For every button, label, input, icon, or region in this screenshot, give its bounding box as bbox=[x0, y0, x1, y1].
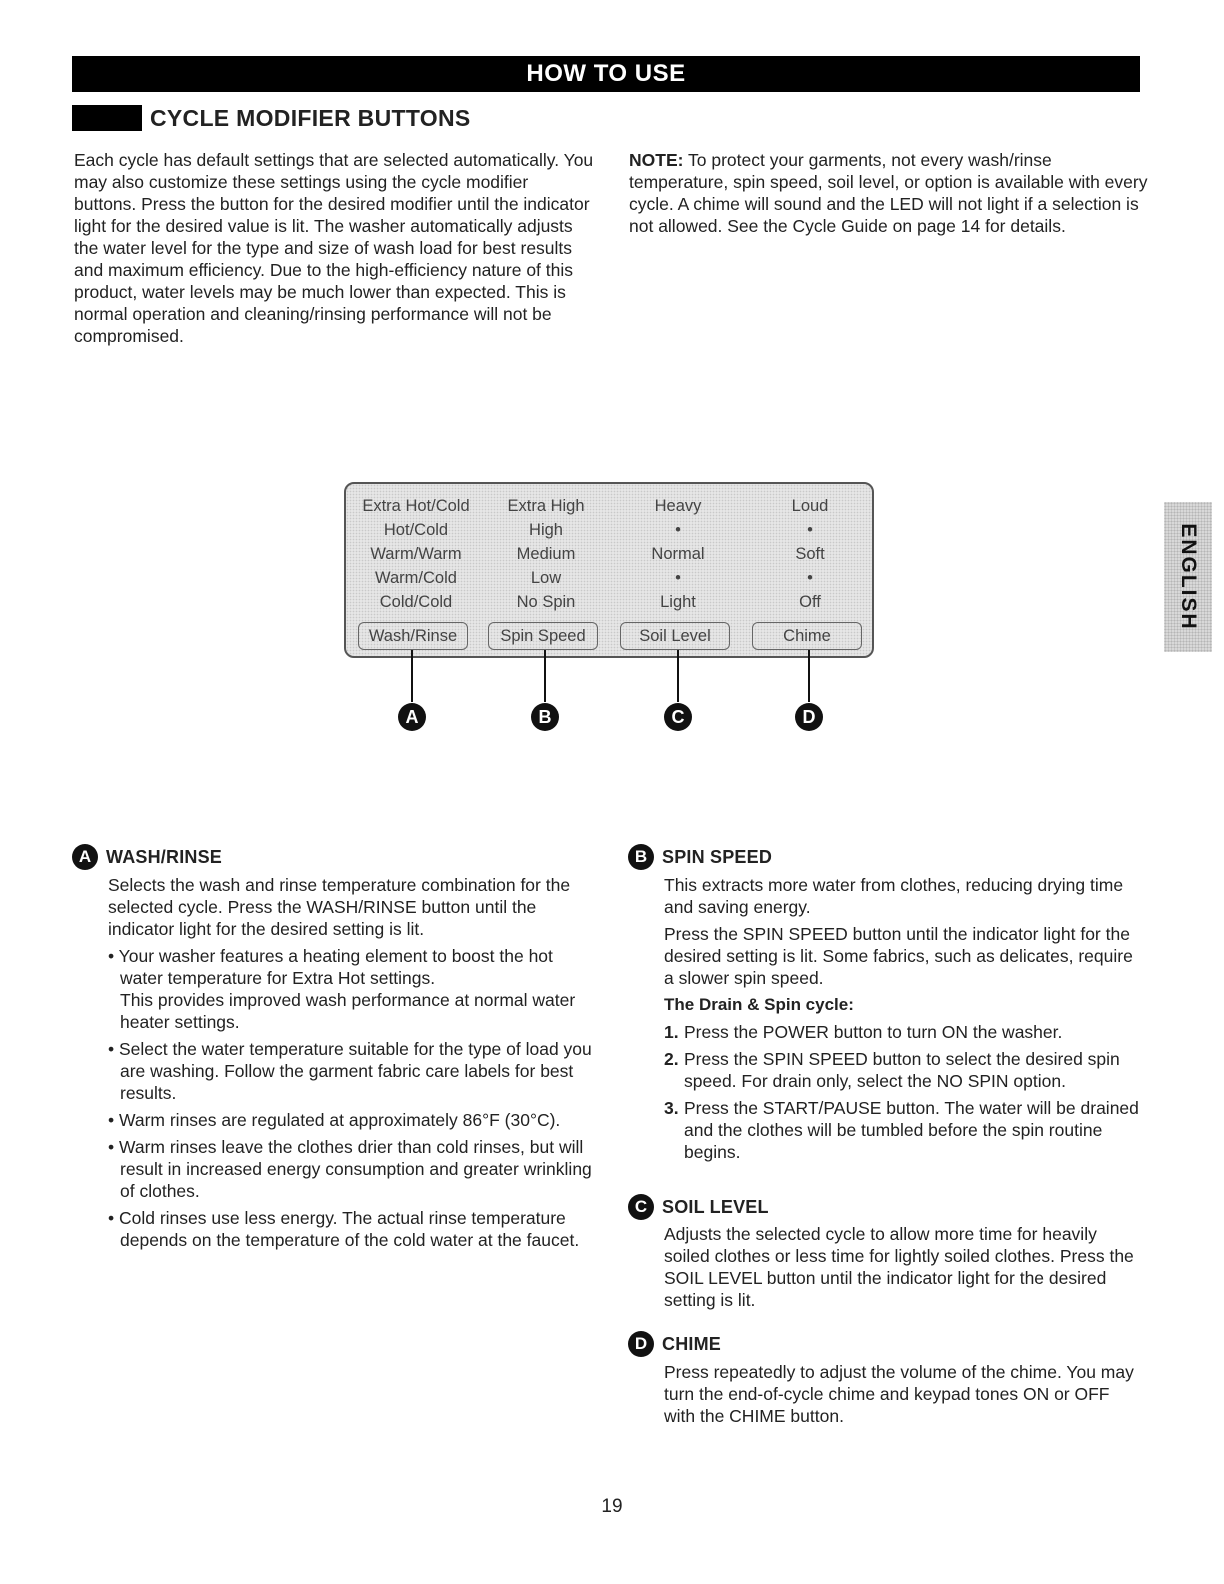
panel-option: No Spin bbox=[516, 593, 576, 611]
panel-option: Warm/Warm bbox=[370, 545, 462, 563]
callout-badge-b: B bbox=[531, 703, 559, 731]
panel-option: • bbox=[675, 569, 681, 587]
drain-spin-steps bbox=[664, 1021, 1144, 1163]
step-item: 2. Press the SPIN SPEED button to select the desired spin speed. For drain only, select the NO SPIN option. bbox=[664, 1049, 1120, 1091]
callout-badge-c: C bbox=[664, 703, 692, 731]
badge-d: D bbox=[628, 1331, 654, 1357]
bullet-text: • Your washer features a heating element to boost the hot water temperature for Extra Hot settings. bbox=[108, 946, 553, 988]
step-item: 3. Press the START/PAUSE button. The water will be drained and the clothes will be tumbled before the spin routine begins. bbox=[664, 1098, 1139, 1162]
panel-option: High bbox=[529, 521, 563, 539]
spin-speed-p1: This extracts more water from clothes, reducing drying time and saving energy. bbox=[664, 875, 1124, 917]
page-banner: HOW TO USE bbox=[72, 56, 1140, 92]
leader-line-c bbox=[677, 650, 679, 702]
bullet-item: • Warm rinses leave the clothes drier than cold rinses, but will result in increased energy consumption and greater wrinkling of clothes. bbox=[108, 1137, 592, 1201]
section-header bbox=[72, 104, 471, 132]
spin-speed-button[interactable]: Spin Speed bbox=[488, 622, 598, 650]
panel-option: Extra Hot/Cold bbox=[362, 497, 470, 515]
wash-rinse-body: Selects the wash and rinse temperature combination for the selected cycle. Press the WASH/RINSE button until the indicator light for the desired setting is lit. bbox=[108, 875, 571, 939]
chime-title: CHIME bbox=[662, 1333, 721, 1354]
wash-rinse-section bbox=[108, 874, 598, 1251]
chime-body: Press repeatedly to adjust the volume of the chime. You may turn the end-of-cycle chime and keypad tones ON or OFF with the CHIME button. bbox=[664, 1362, 1134, 1426]
badge-a: A bbox=[72, 844, 98, 870]
leader-line-d bbox=[808, 650, 810, 702]
note-text: To protect your garments, not every wash/rinse temperature, spin speed, soil level, or option is available with every cycle. A chime will sound and the LED will not light if a selection is not allowed. See the Cycle Guide on page 14 for details. bbox=[629, 150, 1148, 236]
language-tab-label: ENGLISH bbox=[1177, 523, 1200, 631]
control-panel bbox=[344, 482, 874, 658]
page-number: 19 bbox=[601, 1496, 623, 1517]
bullet-item: • Cold rinses use less energy. The actual rinse temperature depends on the temperature of the cold water at the faucet. bbox=[108, 1208, 580, 1250]
chime-heading bbox=[628, 1331, 721, 1357]
spin-speed-p2: Press the SPIN SPEED button until the indicator light for the desired setting is lit. Some fabrics, such as delicates, require a slower spin speed. bbox=[664, 924, 1133, 988]
wash-rinse-title: WASH/RINSE bbox=[106, 846, 223, 867]
panel-option: Soft bbox=[795, 545, 825, 563]
panel-option: • bbox=[675, 521, 681, 539]
leader-line-a bbox=[411, 650, 413, 702]
panel-option: Low bbox=[530, 569, 562, 587]
panel-option: • bbox=[807, 569, 813, 587]
panel-option: Medium bbox=[516, 545, 576, 563]
badge-b: B bbox=[628, 844, 654, 870]
step-item: 1. Press the POWER button to turn ON the washer. bbox=[664, 1022, 1063, 1042]
bullet-item: • Warm rinses are regulated at approximately 86°F (30°C). bbox=[108, 1110, 561, 1130]
panel-option: Heavy bbox=[654, 497, 702, 515]
panel-option: Light bbox=[660, 593, 696, 611]
spin-speed-heading bbox=[628, 844, 772, 870]
callout-badge-d: D bbox=[795, 703, 823, 731]
panel-option: Hot/Cold bbox=[383, 521, 449, 539]
chime-button[interactable]: Chime bbox=[752, 622, 862, 650]
note-label: NOTE: bbox=[629, 150, 684, 170]
intro-paragraph: Each cycle has default settings that are selected automatically. You may also customize these settings using the cycle modifier buttons. Press the button for the desired modifier until the indicator light for the desired value is lit. The washer automatically adjusts the water level for the type and size of wash load for best results and maximum efficiency. Due to the high-efficiency nature of this product, water levels may be much lower than expected. This is normal operation and cleaning/rinsing performance will not be compromised. bbox=[74, 150, 594, 346]
bullet-item: • Select the water temperature suitable for the type of load you are washing. Follow the garment fabric care labels for best results. bbox=[108, 1039, 592, 1103]
badge-c: C bbox=[628, 1194, 654, 1220]
panel-option: Off bbox=[799, 593, 821, 611]
chime-options bbox=[744, 494, 876, 614]
wash-rinse-heading bbox=[72, 844, 222, 870]
panel-option: Cold/Cold bbox=[379, 593, 453, 611]
panel-option: • bbox=[807, 521, 813, 539]
bullet-item bbox=[108, 945, 598, 1033]
panel-option: Normal bbox=[651, 545, 705, 563]
leader-line-b bbox=[544, 650, 546, 702]
language-tab bbox=[1164, 502, 1212, 652]
spin-speed-options bbox=[480, 494, 612, 614]
soil-level-options bbox=[612, 494, 744, 614]
callout-badge-a: A bbox=[398, 703, 426, 731]
drain-spin-title: The Drain & Spin cycle: bbox=[664, 995, 854, 1014]
panel-option: Loud bbox=[791, 497, 829, 515]
section-marker bbox=[72, 105, 142, 131]
section-title: CYCLE MODIFIER BUTTONS bbox=[150, 104, 471, 131]
note-paragraph bbox=[629, 149, 1149, 237]
spin-speed-title: SPIN SPEED bbox=[662, 846, 773, 867]
panel-option: Extra High bbox=[507, 497, 585, 515]
soil-level-body: Adjusts the selected cycle to allow more time for heavily soiled clothes or less time for lightly soiled clothes. Press the SOIL LEVEL button until the indicator light for the desired setting is lit. bbox=[664, 1224, 1134, 1310]
panel-option: Warm/Cold bbox=[375, 569, 457, 587]
wash-rinse-options bbox=[350, 494, 482, 614]
bullet-text-extra: This provides improved wash performance at normal water heater settings. bbox=[120, 990, 576, 1032]
soil-level-heading bbox=[628, 1194, 769, 1220]
soil-level-title: SOIL LEVEL bbox=[662, 1196, 769, 1217]
wash-rinse-button[interactable]: Wash/Rinse bbox=[358, 622, 468, 650]
soil-level-button[interactable]: Soil Level bbox=[620, 622, 730, 650]
spin-speed-section bbox=[664, 874, 1144, 1163]
